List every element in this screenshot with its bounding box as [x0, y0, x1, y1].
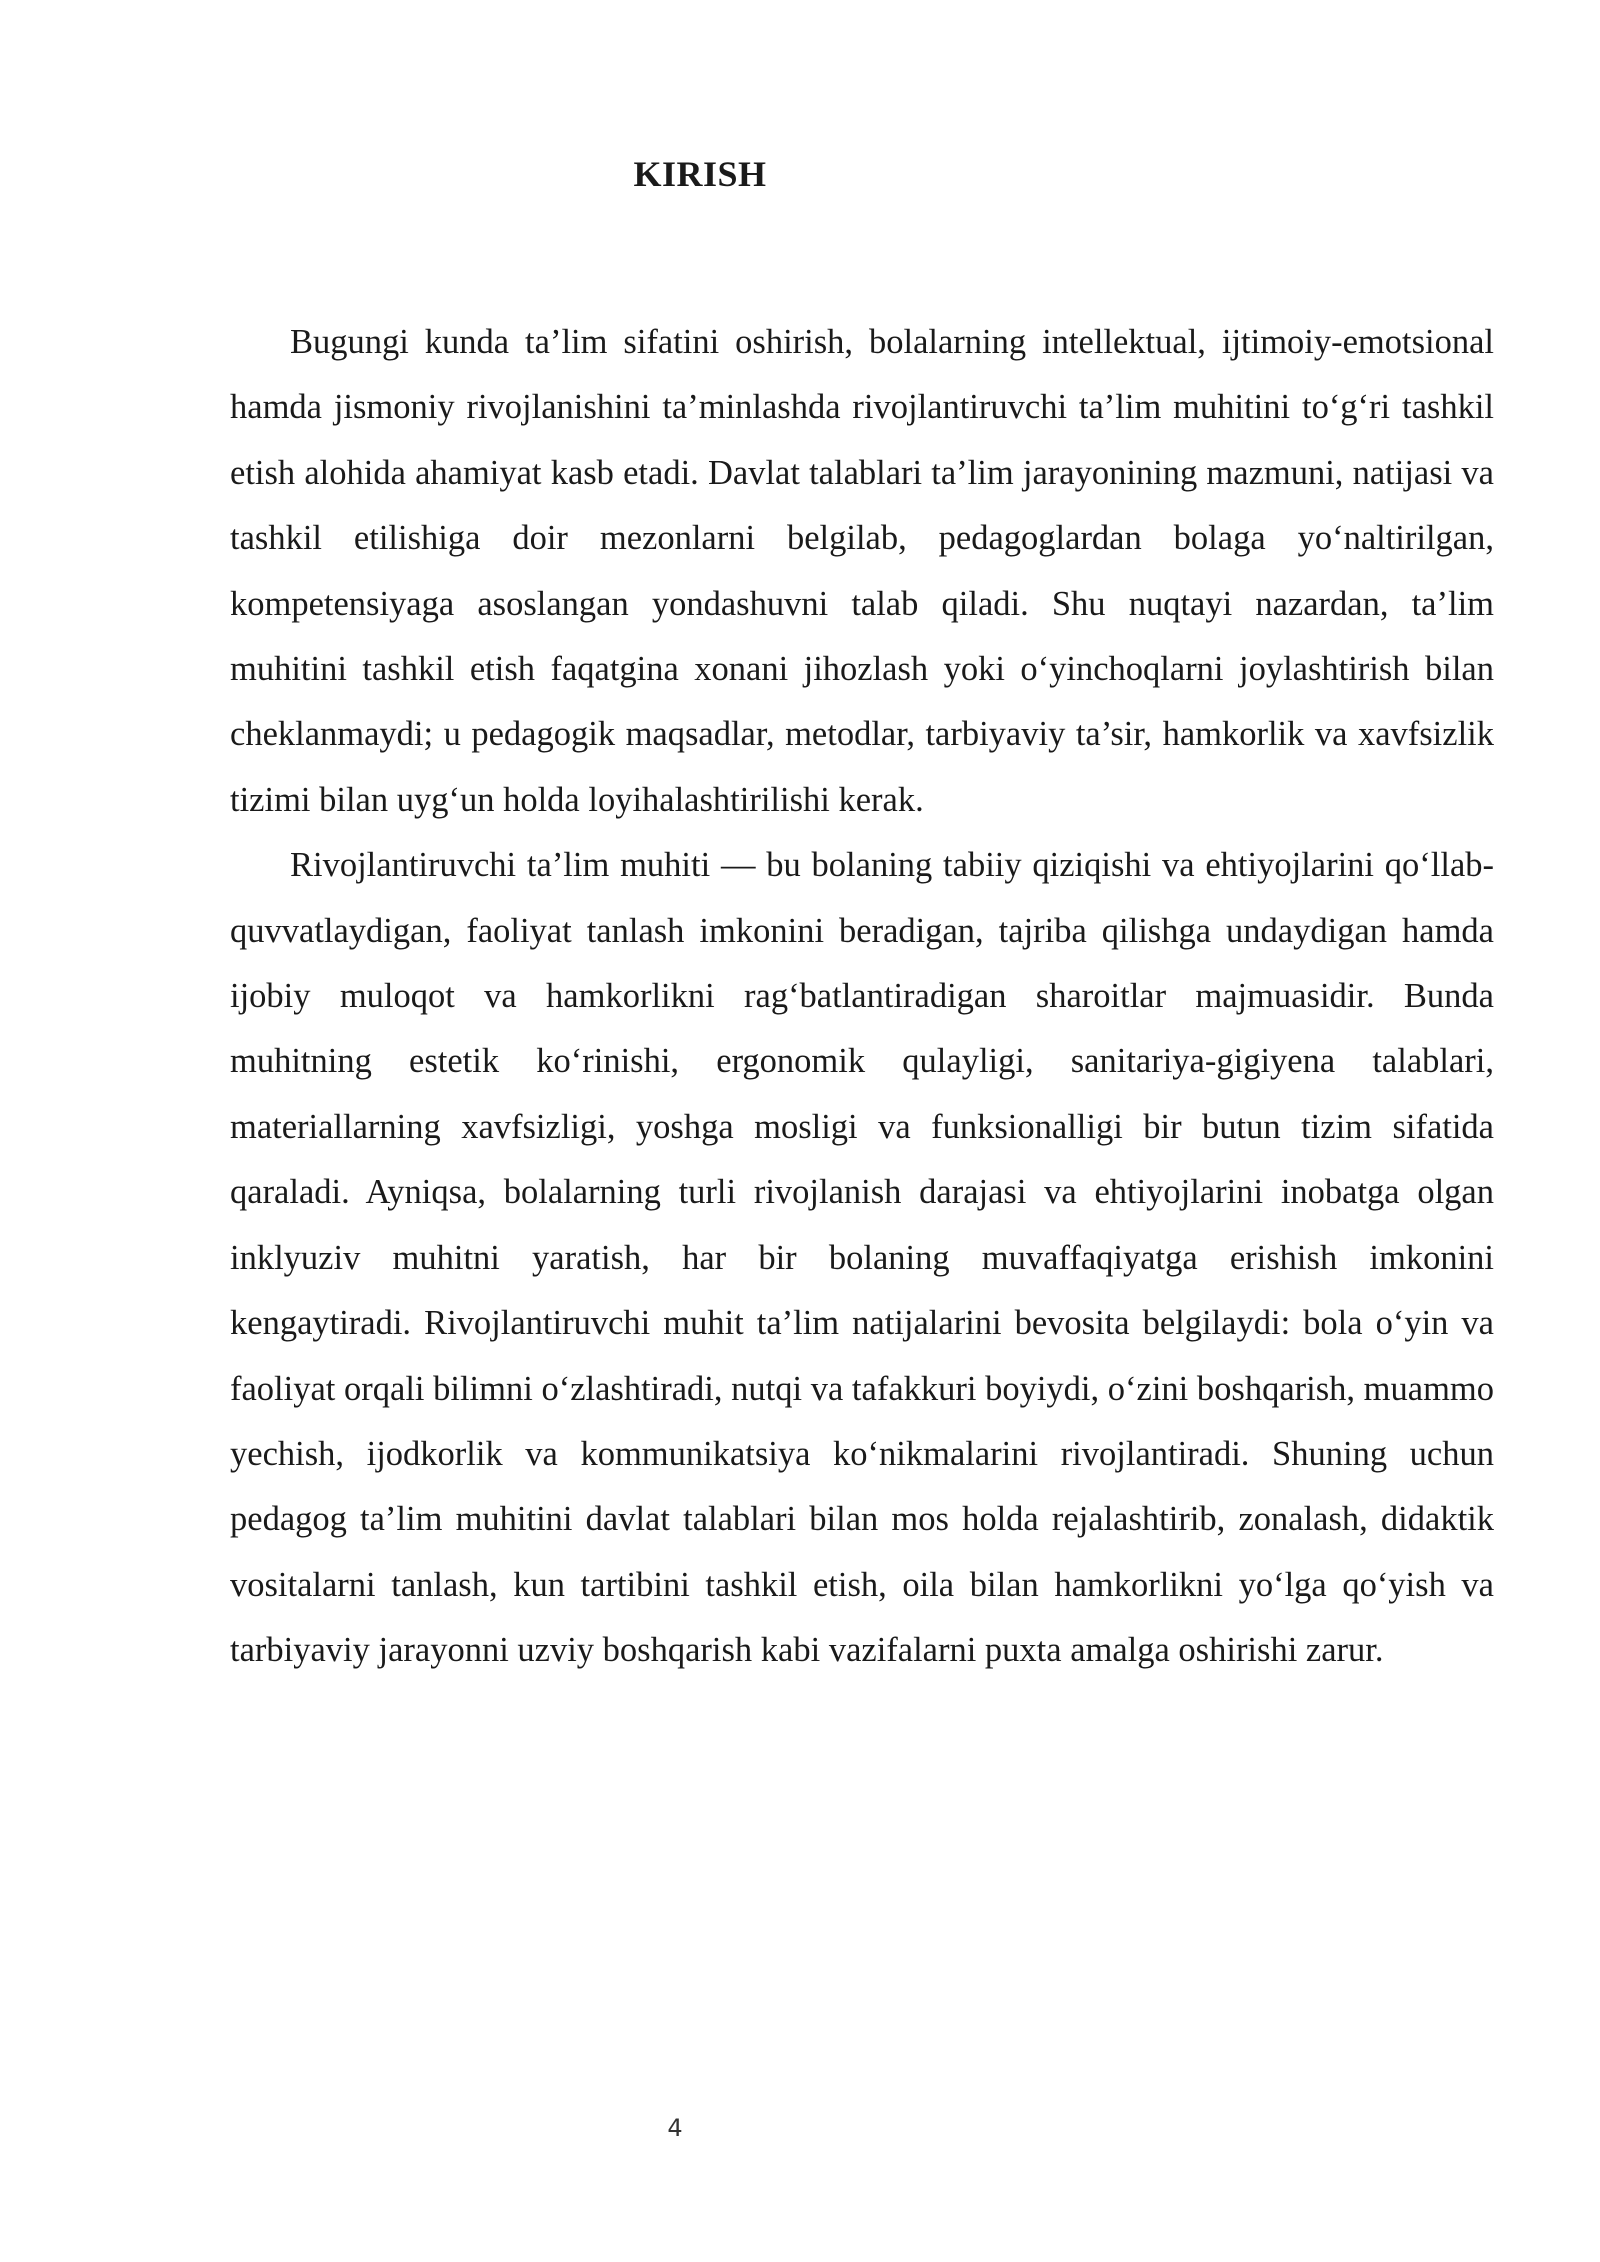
paragraph-2: Rivojlantiruvchi ta’lim muhiti — bu bolaning tabiiy qiziqishi va ehtiyojlarini qo‘llab-quvvatlaydigan, faoliyat tanlash imkonini beradigan, tajriba qilishga undaydigan hamda ijobiy muloqot va hamkorlikni rag‘batlantiradigan sharoitlar majmuasidir. Bunda muhitning estetik ko‘rinishi, ergonomik qulayligi, sanitariya-gigiyena talablari, materiallarning xavfsizligi, yoshga mosligi va funksionalligi bir butun tizim sifatida qaraladi. Ayniqsa, bolalarning turli rivojlanish darajasi va ehtiyojlarini inobatga olgan inklyuziv muhitni yaratish, har bir bolaning muvaffaqiyatga erishish imkonini kengaytiradi. Rivojlantiruvchi muhit ta’lim natijalarini bevosita belgilaydi: bola o‘yin va faoliyat orqali bilimni o‘zlashtiradi, nutqi va tafakkuri boyiydi, o‘zini boshqarish, muammo yechish, ijodkorlik va kommunikatsiya ko‘nikmalarini rivojlantiradi. Shuning uchun pedagog ta’lim muhitini davlat talablari bilan mos holda rejalashtirib, zonalash, didaktik vositalarni tanlash, kun tartibini tashkil etish, oila bilan hamkorlikni yo‘lga qo‘yish va tarbiyaviy jarayonni uzviy boshqarish kabi vazifalarni puxta amalga oshirishi zarur.	[230, 846, 1494, 1670]
page-title: KIRISH	[633, 154, 767, 194]
body-text	[230, 310, 1494, 1684]
paragraph-1: Bugungi kunda ta’lim sifatini oshirish, bolalarning intellektual, ijtimoiy-emotsional hamda jismoniy rivojlanishini ta’minlashda rivojlantiruvchi ta’lim muhitini to‘g‘ri tashkil etish alohida ahamiyat kasb etadi. Davlat talablari ta’lim jarayonining mazmuni, natijasi va tashkil etilishiga doir mezonlarni belgilab, pedagoglardan bolaga yo‘naltirilgan, kompetensiyaga asoslangan yondashuvni talab qiladi. Shu nuqtayi nazardan, ta’lim muhitini tashkil etish faqatgina xonani jihozlash yoki o‘yinchoqlarni joylashtirish bilan cheklanmaydi; u pedagogik maqsadlar, metodlar, tarbiyaviy ta’sir, hamkorlik va xavfsizlik tizimi bilan uyg‘un holda loyihalashtirilishi kerak.	[230, 323, 1494, 819]
page-number: 4	[667, 2114, 683, 2142]
